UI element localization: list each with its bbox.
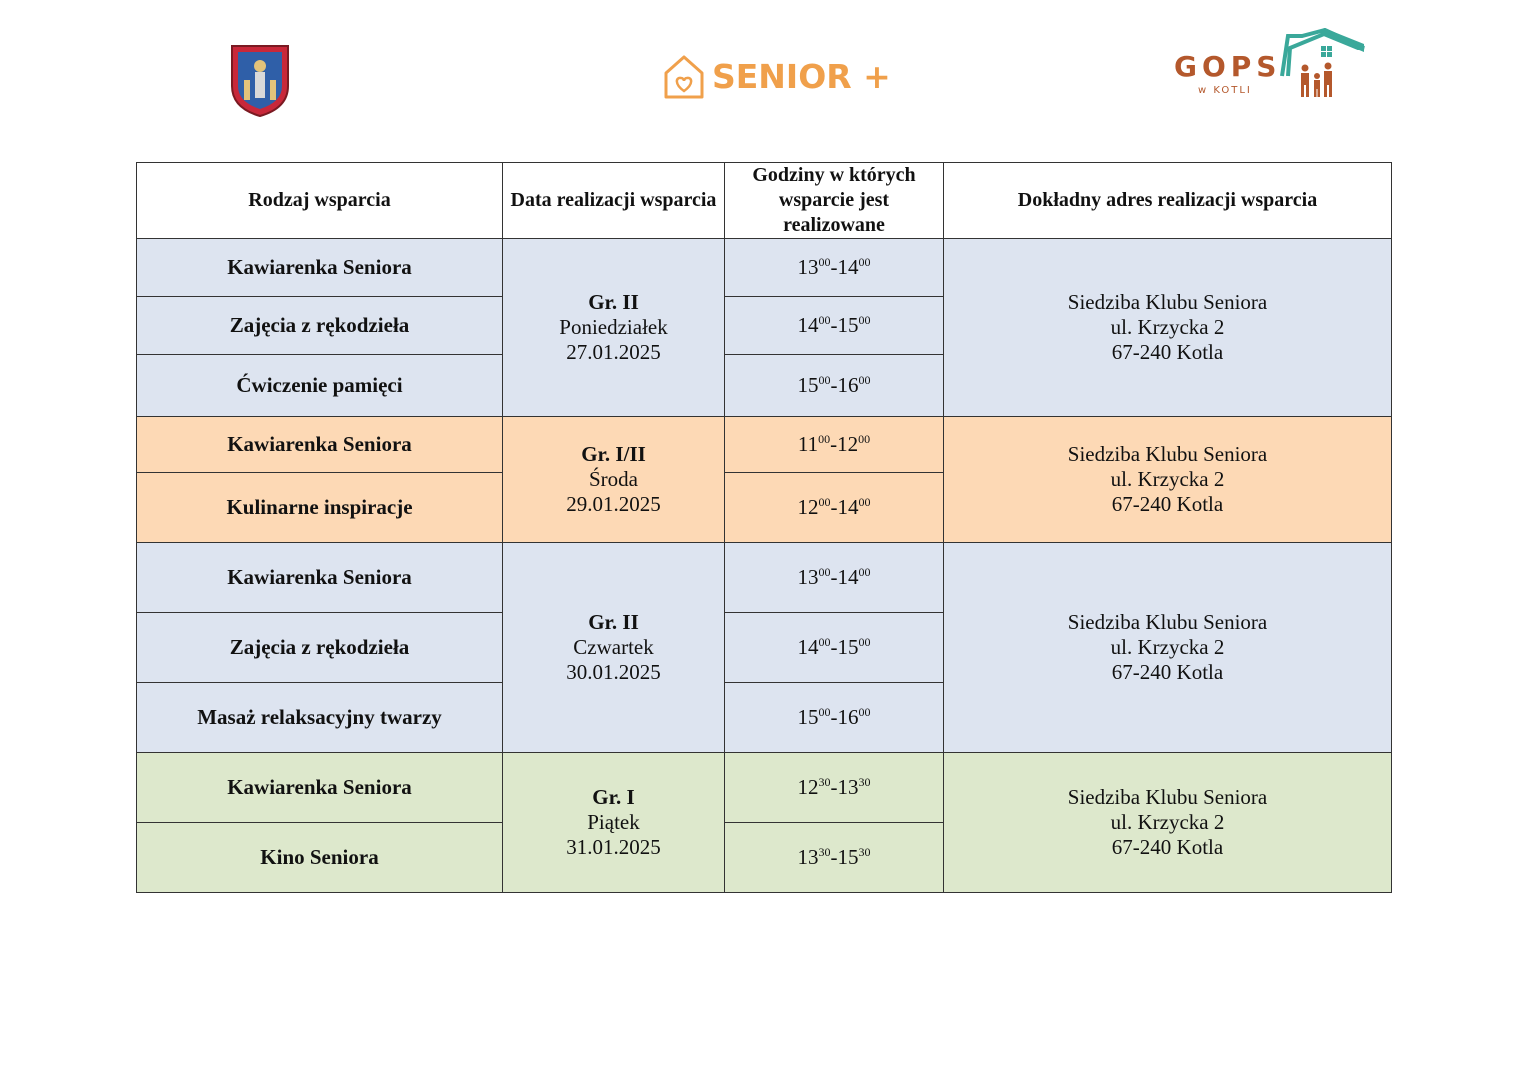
start-minute: 00 [818,635,831,649]
address-line: Siedziba Klubu Seniora [1067,290,1268,314]
hours-cell: $11^{00}-12^{00}$ [725,417,944,473]
end-hour: 16 [837,373,859,397]
start-minute: 30 [818,775,831,789]
hours-cell: $12^{30}-13^{30}$ [725,753,944,823]
hours-cell: $13^{30}-15^{30}$ [725,823,944,893]
activity-cell: Kino Seniora [137,823,503,893]
header-support-type: Rodzaj wsparcia [137,163,503,239]
start-minute: 00 [818,705,831,719]
group-date-cell [503,543,725,753]
support-schedule-table [136,162,1392,893]
date-value: 29.01.2025 [566,492,661,516]
activity-cell: Kawiarenka Seniora [137,239,503,297]
address-line: Siedziba Klubu Seniora [1067,442,1268,466]
start-hour: 13 [797,845,819,869]
start-minute: 00 [818,373,831,387]
group-date-cell [503,417,725,543]
day-name: Czwartek [573,635,654,659]
group-name: Gr. II [588,290,639,314]
day-name: Poniedziałek [559,315,668,339]
group-date-cell [503,239,725,417]
table-row [137,753,1392,823]
end-hour: 13 [837,775,859,799]
address-line: 67-240 Kotla [1111,835,1224,859]
end-minute: 00 [858,565,871,579]
address-cell [944,239,1392,417]
hours-cell: $15^{00}-16^{00}$ [725,683,944,753]
address-line: ul. Krzycka 2 [1110,467,1225,491]
group-date-cell [503,753,725,893]
end-minute: 00 [858,373,871,387]
address-line: ul. Krzycka 2 [1110,315,1225,339]
end-minute: 30 [858,775,871,789]
address-line: 67-240 Kotla [1111,492,1224,516]
end-minute: 00 [858,432,871,446]
day-name: Środa [589,467,638,491]
hours-cell: $13^{00}-14^{00}$ [725,543,944,613]
group-name: Gr. II [588,610,639,634]
address-line: Siedziba Klubu Seniora [1067,785,1268,809]
start-hour: 15 [797,705,819,729]
end-minute: 00 [858,313,871,327]
table-header-row [137,163,1392,239]
address-line: ul. Krzycka 2 [1110,810,1225,834]
end-hour: 14 [837,565,859,589]
start-minute: 00 [818,255,831,269]
address-line: 67-240 Kotla [1111,660,1224,684]
header-hours: Godziny w których wsparcie jest realizowane [725,163,944,239]
start-minute: 00 [818,432,831,446]
group-name: Gr. I/II [581,442,646,466]
date-value: 31.01.2025 [566,835,661,859]
end-minute: 00 [858,255,871,269]
day-name: Piątek [587,810,640,834]
house-heart-icon [660,51,710,101]
hours-cell: $14^{00}-15^{00}$ [725,613,944,683]
group-name: Gr. I [592,785,635,809]
hours-cell: $14^{00}-15^{00}$ [725,297,944,355]
start-hour: 13 [797,565,819,589]
activity-cell: Kawiarenka Seniora [137,417,503,473]
end-hour: 16 [837,705,859,729]
start-hour: 12 [797,495,819,519]
address-line: Siedziba Klubu Seniora [1067,610,1268,634]
senior-plus-text: SENIOR + [712,56,891,96]
end-hour: 15 [837,845,859,869]
activity-cell: Kawiarenka Seniora [137,543,503,613]
header-date: Data realizacji wsparcia [503,163,725,239]
hours-cell: $15^{00}-16^{00}$ [725,355,944,417]
gops-text: GOPS [1174,50,1282,83]
activity-cell: Kulinarne inspiracje [137,473,503,543]
table-body [137,239,1392,893]
table-row [137,417,1392,473]
start-hour: 11 [797,432,819,456]
start-minute: 00 [818,565,831,579]
end-minute: 00 [858,635,871,649]
start-minute: 00 [818,495,831,509]
table-row [137,543,1392,613]
activity-cell: Kawiarenka Seniora [137,753,503,823]
activity-cell: Zajęcia z rękodzieła [137,613,503,683]
date-value: 27.01.2025 [566,340,661,364]
table-row [137,239,1392,297]
end-hour: 14 [837,255,859,279]
start-hour: 14 [797,313,819,337]
address-cell [944,417,1392,543]
start-hour: 13 [797,255,819,279]
gops-logo [1170,28,1366,102]
address-line: 67-240 Kotla [1111,340,1224,364]
gops-subtitle: w KOTLI [1198,85,1252,96]
end-minute: 30 [858,845,871,859]
hours-cell: $12^{00}-14^{00}$ [725,473,944,543]
senior-plus-logo [660,50,891,102]
activity-cell: Zajęcia z rękodzieła [137,297,503,355]
header-address: Dokładny adres realizacji wsparcia [944,163,1392,239]
end-minute: 00 [858,495,871,509]
address-cell [944,543,1392,753]
date-value: 30.01.2025 [566,660,661,684]
activity-cell: Ćwiczenie pamięci [137,355,503,417]
coat-of-arms-logo [228,42,292,118]
start-minute: 00 [818,313,831,327]
start-hour: 12 [797,775,819,799]
end-hour: 14 [837,495,859,519]
activity-cell: Masaż relaksacyjny twarzy [137,683,503,753]
hours-cell: $13^{00}-14^{00}$ [725,239,944,297]
start-hour: 14 [797,635,819,659]
end-hour: 15 [837,635,859,659]
address-line: ul. Krzycka 2 [1110,635,1225,659]
start-hour: 15 [797,373,819,397]
end-minute: 00 [858,705,871,719]
address-cell [944,753,1392,893]
start-minute: 30 [818,845,831,859]
end-hour: 12 [837,432,859,456]
end-hour: 15 [837,313,859,337]
